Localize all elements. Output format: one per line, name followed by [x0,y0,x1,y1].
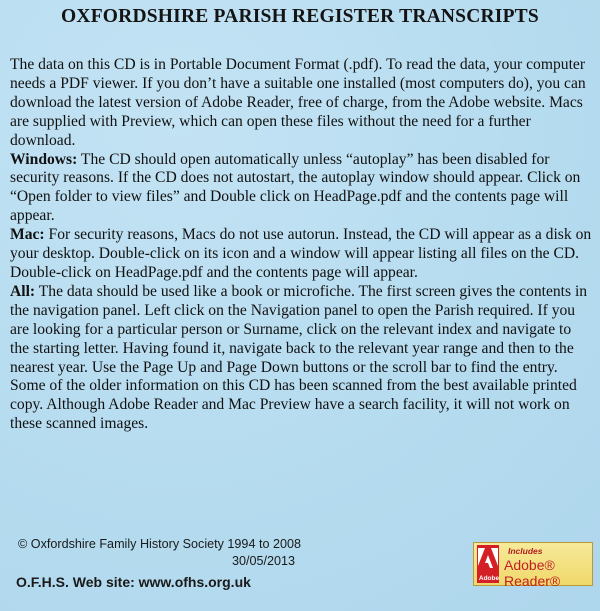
mac-paragraph [10,226,594,283]
includes-label: Includes [508,546,543,556]
all-label: All: [10,282,36,300]
all-text: The data should be used like a book or microfiche. The first screen gives the contents in the navigation panel. Left click on the Navigation panel to open the Parish required. If you are looking for a particular person or Surname, click on the relevant index and navigate to the starting letter. Having found it, navigate back to the relevant year range and then to the nearest year. Use the Page Up and Page Down buttons or the scroll bar to find the entry. [10,282,588,376]
scanned-note-paragraph: Some of the older information on this CD has been scanned from the best available printed copy. Although Adobe Reader and Mac Preview have a search facility, it will not work on these scanned images. [10,377,577,433]
intro-paragraph: The data on this CD is in Portable Document Format (.pdf). To read the data, your computer needs a PDF viewer. If you don’t have a suitable one installed (most computers do), you can download the latest version of Adobe Reader, free of charge, from the Adobe website. Macs are supplied with Preview, which can open these files without the need for a further download. [10,56,586,149]
publication-date: 30/05/2013 [232,554,296,568]
windows-text: The CD should open automatically unless “autoplay” has been disabled for security reasons. If the CD does not autostart, the autoplay window should appear. Click on “Open folder to view files” and Double click on HeadPage.pdf and the contents page will appear. [10,150,581,225]
adobe-logo-text: Adobe [478,575,500,582]
windows-paragraph [10,151,594,227]
copyright-notice: © Oxfordshire Family History Society 1994 to 2008 [18,537,301,551]
instructions-body [10,56,594,434]
website-line: O.F.H.S. Web site: www.ofhs.org.uk [16,574,251,590]
all-paragraph [10,283,594,378]
mac-label: Mac: [10,226,45,244]
adobe-logo-icon [477,545,499,583]
mac-text: For security reasons, Macs do not use autorun. Instead, the CD will appear as a disk on your desktop. Double-click on its icon and a window will appear listing all files on the CD. Double-click on HeadPage.pdf and the contents page will appear. [10,226,592,281]
page-title: OXFORDSHIRE PARISH REGISTER TRANSCRIPTS [61,6,539,27]
adobe-reader-badge [473,542,593,589]
adobe-reader-label: Adobe® Reader® [504,557,561,589]
windows-label: Windows: [10,150,78,168]
